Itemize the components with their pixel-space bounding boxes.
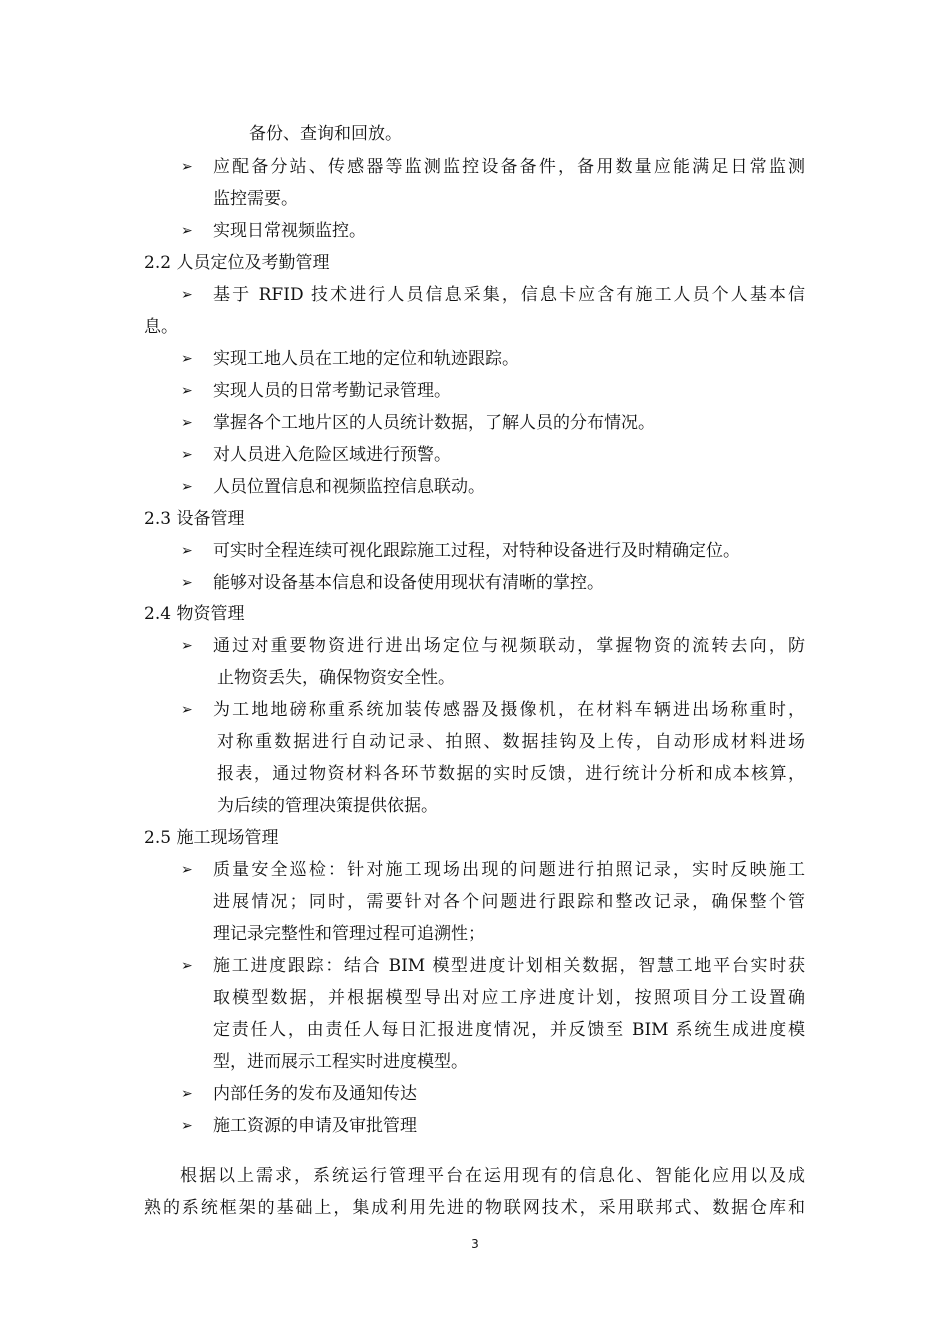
text-line: 能够对设备基本信息和设备使用现状有清晰的掌控。 [213,573,604,593]
section-heading: 2.3 设备管理 [144,509,245,529]
bullet-arrow-icon: ➢ [181,415,193,431]
bullet-arrow-icon: ➢ [181,958,193,974]
text-line: 止物资丢失，确保物资安全性。 [217,668,455,688]
text-line: 进展情况；同时，需要针对各个问题进行跟踪和整改记录，确保整个管 [213,892,805,912]
text-line: 为后续的管理决策提供依据。 [217,796,438,816]
text-line: 通过对重要物资进行进出场定位与视频联动，掌握物资的流转去向，防 [213,636,805,656]
page-number: 3 [471,1237,479,1251]
text-line: 息。 [144,317,178,337]
text-line: 型，进而展示工程实时进度模型。 [213,1052,468,1072]
text-line: 人员位置信息和视频监控信息联动。 [213,477,485,497]
section-heading: 2.2 人员定位及考勤管理 [144,253,330,273]
text-line: 实现人员的日常考勤记录管理。 [213,381,451,401]
bullet-arrow-icon: ➢ [181,383,193,399]
text-line: 基于 RFID 技术进行人员信息采集，信息卡应含有施工人员个人基本信 [213,285,805,305]
section-heading: 2.4 物资管理 [144,604,245,624]
bullet-arrow-icon: ➢ [181,638,193,654]
text-line: 对人员进入危险区域进行预警。 [213,445,451,465]
text-line: 质量安全巡检：针对施工现场出现的问题进行拍照记录，实时反映施工 [213,860,805,880]
text-line: 实现工地人员在工地的定位和轨迹跟踪。 [213,349,519,369]
text-line: 取模型数据，并根据模型导出对应工序进度计划，按照项目分工设置确 [213,988,805,1008]
bullet-arrow-icon: ➢ [181,1086,193,1102]
text-line: 对称重数据进行自动记录、拍照、数据挂钩及上传，自动形成材料进场 [217,732,805,752]
bullet-arrow-icon: ➢ [181,575,193,591]
bullet-arrow-icon: ➢ [181,351,193,367]
text-line: 内部任务的发布及通知传达 [213,1084,417,1104]
text-line: 施工进度跟踪：结合 BIM 模型进度计划相关数据，智慧工地平台实时获 [213,956,805,976]
paragraph-line: 熟的系统框架的基础上，集成利用先进的物联网技术，采用联邦式、数据仓库和 [144,1198,805,1218]
text-line: 实现日常视频监控。 [213,221,366,241]
bullet-arrow-icon: ➢ [181,479,193,495]
text-line: 应配备分站、传感器等监测监控设备备件，备用数量应能满足日常监测 [213,157,805,177]
text-line: 可实时全程连续可视化跟踪施工过程，对特种设备进行及时精确定位。 [213,541,740,561]
bullet-arrow-icon: ➢ [181,702,193,718]
section-heading: 2.5 施工现场管理 [144,828,279,848]
text-line: 备份、查询和回放。 [249,124,402,144]
text-line: 施工资源的申请及审批管理 [213,1116,417,1136]
text-line: 掌握各个工地片区的人员统计数据，了解人员的分布情况。 [213,413,655,433]
bullet-arrow-icon: ➢ [181,862,193,878]
text-line: 为工地地磅称重系统加装传感器及摄像机，在材料车辆进出场称重时， [213,700,805,720]
text-line: 监控需要。 [213,189,298,209]
text-line: 报表，通过物资材料各环节数据的实时反馈，进行统计分析和成本核算， [217,764,805,784]
paragraph-line: 根据以上需求，系统运行管理平台在运用现有的信息化、智能化应用以及成 [180,1166,805,1186]
bullet-arrow-icon: ➢ [181,223,193,239]
bullet-arrow-icon: ➢ [181,543,193,559]
text-line: 理记录完整性和管理过程可追溯性； [213,924,485,944]
text-line: 定责任人，由责任人每日汇报进度情况，并反馈至 BIM 系统生成进度模 [213,1020,805,1040]
bullet-arrow-icon: ➢ [181,1118,193,1134]
bullet-arrow-icon: ➢ [181,447,193,463]
bullet-arrow-icon: ➢ [181,159,193,175]
bullet-arrow-icon: ➢ [181,287,193,303]
